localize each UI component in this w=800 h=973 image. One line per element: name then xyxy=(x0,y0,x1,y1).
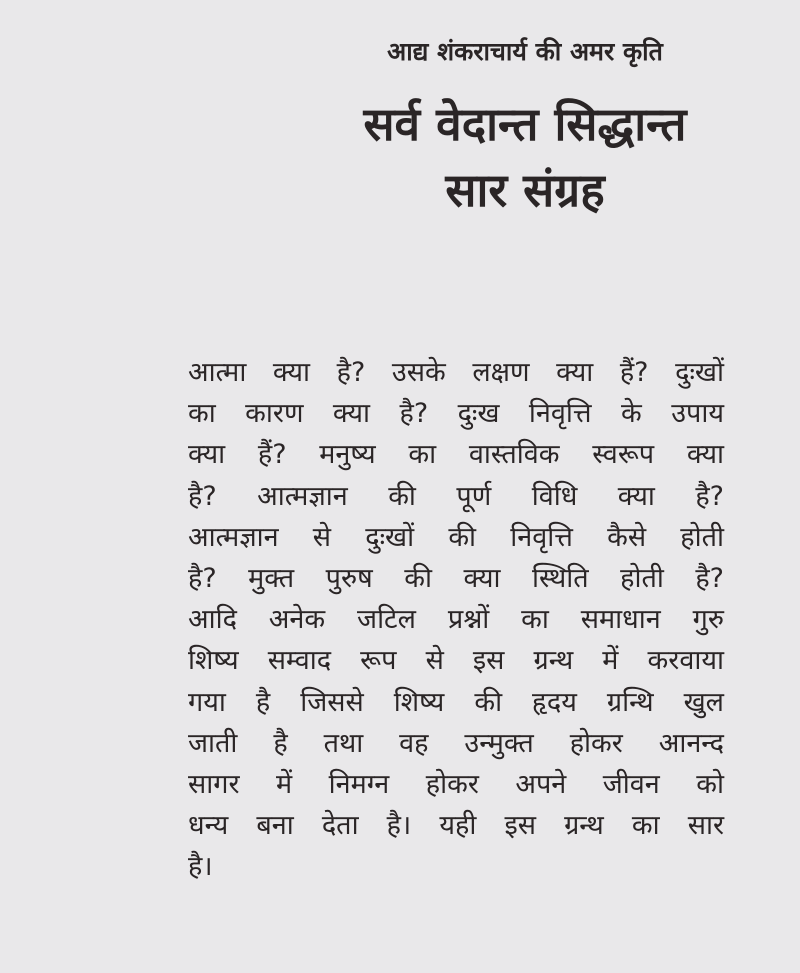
blurb-line: सागर में निमग्न होकर अपने जीवन को xyxy=(188,768,724,800)
book-title-line-1: सर्व वेदान्त सिद्धान्त xyxy=(363,97,687,151)
blurb-line: है? मुक्त पुरुष की क्या स्थिति होती है? xyxy=(188,562,724,594)
blurb-line: आत्मा क्या है? उसके लक्षण क्या हैं? दुःखों xyxy=(188,357,724,388)
blurb-line: गया है जिससे शिष्य की हृदय ग्रन्थि खुल xyxy=(188,686,724,718)
blurb-line: है? आत्मज्ञान की पूर्ण विधि क्या है? xyxy=(188,480,724,512)
book-title-line-2: सार संग्रह xyxy=(445,163,605,217)
blurb-line: आत्मज्ञान से दुःखों की निवृत्ति कैसे होती xyxy=(188,521,724,553)
blurb-line: आदि अनेक जटिल प्रश्नों का समाधान गुरु xyxy=(188,604,724,636)
blurb-line: धन्य बना देता है। यही इस ग्रन्थ का सार xyxy=(188,810,724,842)
blurb-paragraph xyxy=(188,352,724,887)
blurb-line: क्या हैं? मनुष्य का वास्तविक स्वरूप क्या xyxy=(188,439,724,471)
book-subtitle: आद्य शंकराचार्य की अमर कृति xyxy=(387,37,663,66)
blurb-line: शिष्य सम्वाद रूप से इस ग्रन्थ में करवाया xyxy=(188,645,724,677)
blurb-line: का कारण क्या है? दुःख निवृत्ति के उपाय xyxy=(188,398,724,430)
blurb-line: जाती है तथा वह उन्मुक्त होकर आनन्द xyxy=(188,727,724,759)
blurb-line: है। xyxy=(188,851,213,883)
